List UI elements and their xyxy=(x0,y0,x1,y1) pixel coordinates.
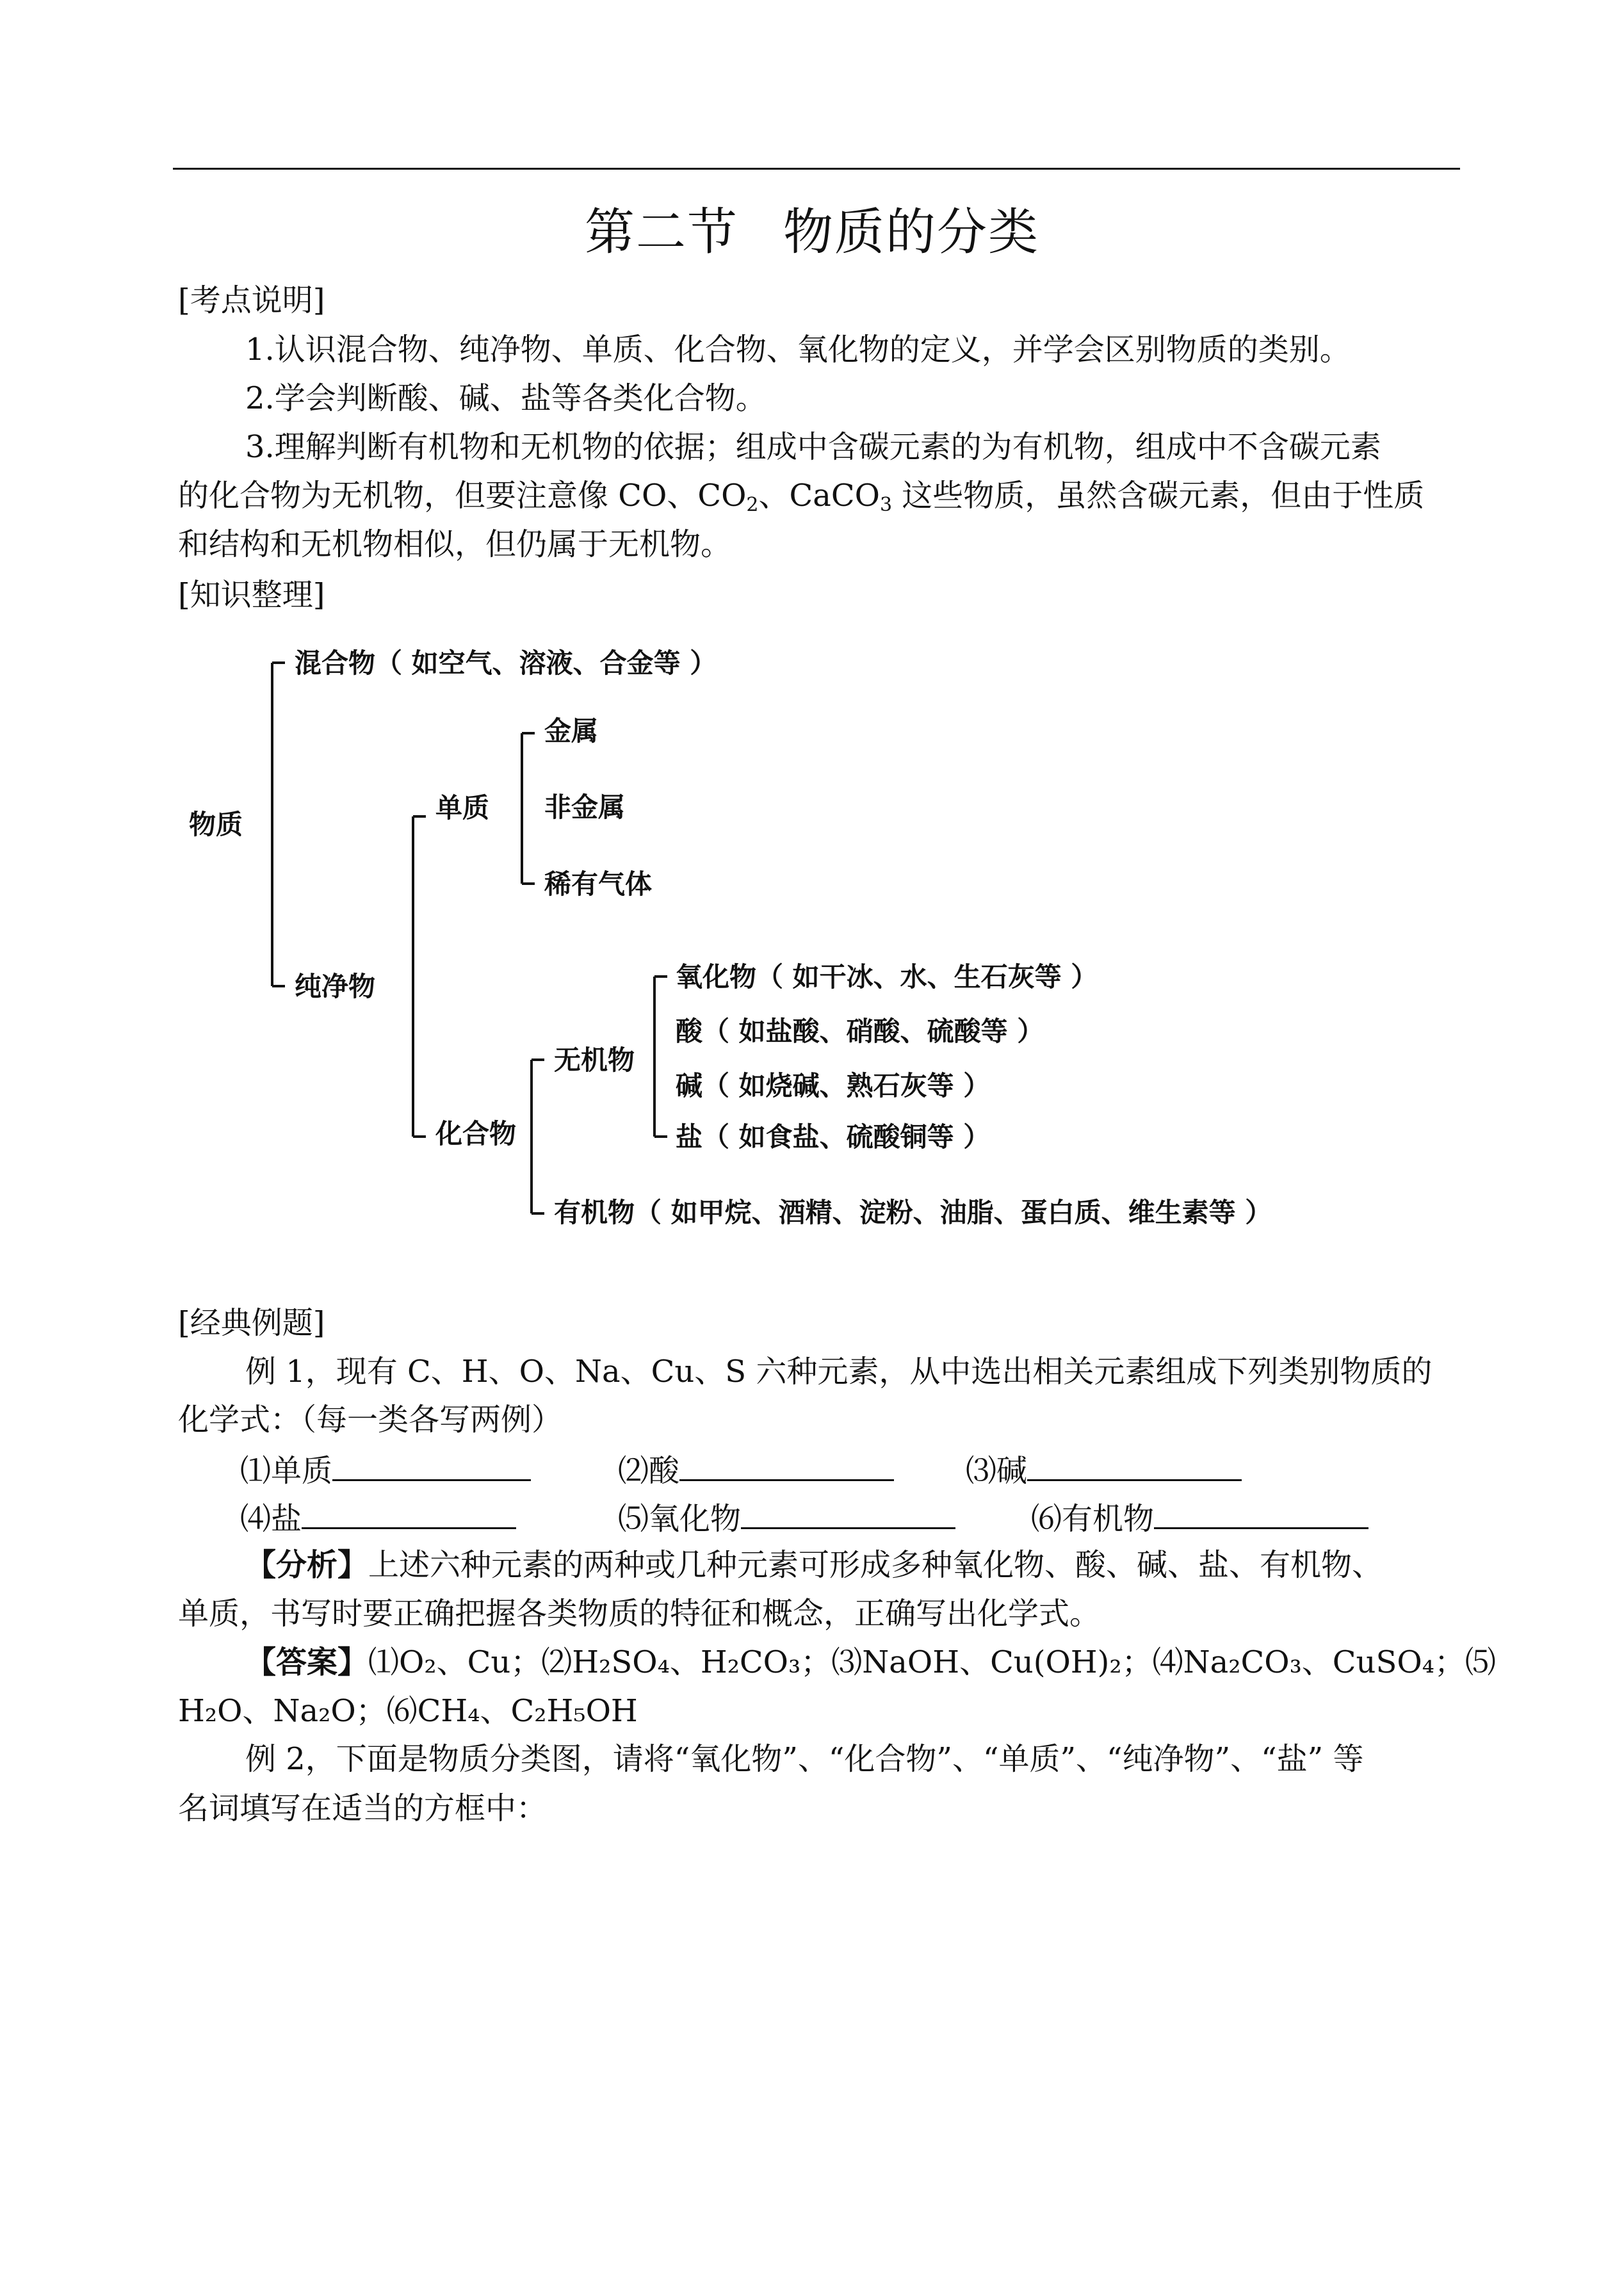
section-heading-jingdian: [经典例题] xyxy=(178,1305,325,1341)
tree-acid: 酸（ 如盐酸、硝酸、硫酸等 ） xyxy=(676,1016,1044,1047)
section-heading-zhishi: [知识整理] xyxy=(178,577,325,613)
section-heading-kaodian: [考点说明] xyxy=(178,282,325,318)
title-section-number: 第二节 xyxy=(584,204,738,261)
tree-compound: 化合物 xyxy=(435,1118,517,1149)
point-2: 2.学会判断酸、碱、盐等各类化合物。 xyxy=(245,380,767,416)
point-3-line-3: 和结构和无机物相似，但仍属于无机物。 xyxy=(178,526,732,562)
tree-inorganic: 无机物 xyxy=(554,1044,635,1076)
example-1-line-1: 例 1，现有 C、H、O、Na、Cu、S 六种元素，从中选出相关元素组成下列类别物质的 xyxy=(245,1354,1433,1390)
example-1-line-2: 化学式：（每一类各写两例） xyxy=(178,1402,563,1438)
tree-organic: 有机物（ 如甲烷、酒精、淀粉、油脂、蛋白质、维生素等 ） xyxy=(554,1197,1272,1228)
question-6: ⑹有机物 xyxy=(1031,1500,1368,1534)
point-1: 1.认识混合物、纯净物、单质、化合物、氧化物的定义，并学会区别物质的类别。 xyxy=(245,332,1351,368)
answer-blank[interactable] xyxy=(1154,1500,1368,1529)
tree-base: 碱（ 如烧碱、熟石灰等 ） xyxy=(676,1070,991,1101)
analysis-label: 【分析】 xyxy=(245,1547,369,1583)
question-1: ⑴单质 xyxy=(240,1452,531,1486)
answer-blank[interactable] xyxy=(332,1452,531,1481)
classification-tree xyxy=(173,631,1364,1245)
tree-root: 物质 xyxy=(189,809,243,840)
point-3-line-2: 的化合物为无机物，但要注意像 CO、$CO_2$、CaCO$_3$ 这些物质，虽然含碳元素，但由于性质 xyxy=(178,478,1425,516)
question-5: ⑸氧化物 xyxy=(618,1500,955,1534)
question-3: ⑶碱 xyxy=(966,1452,1242,1486)
analysis-line-2: 单质，书写时要正确把握各类物质的特征和概念，正确写出化学式。 xyxy=(178,1596,1101,1632)
tree-pure: 纯净物 xyxy=(295,971,376,1002)
example-2-line-1: 例 2，下面是物质分类图，请将“氧化物”、“化合物”、“单质”、“纯净物”、“盐” 等 xyxy=(245,1741,1364,1777)
title-topic: 物质的分类 xyxy=(783,204,1040,261)
answer-label: 【答案】 xyxy=(245,1644,369,1680)
answer-line-2: H₂O、Na₂O；⑹CH₄、C₂H₅OH xyxy=(178,1693,638,1729)
answer-line-1: 【答案】⑴O₂、Cu；⑵H₂SO₄、H₂CO₃；⑶NaOH、Cu(OH)₂；⑷Na₂CO₃、CuSO₄；⑸ xyxy=(245,1644,1496,1680)
answer-blank[interactable] xyxy=(741,1500,955,1529)
tree-mixture: 混合物（ 如空气、溶液、合金等 ） xyxy=(295,647,717,679)
tree-noble-gas: 稀有气体 xyxy=(544,868,653,900)
point-3-line-1: 3.理解判断有机物和无机物的依据；组成中含碳元素的为有机物，组成中不含碳元素 xyxy=(245,429,1381,465)
answer-blank[interactable] xyxy=(679,1452,894,1481)
question-2: ⑵酸 xyxy=(618,1452,894,1486)
tree-metal: 金属 xyxy=(544,715,599,747)
answer-blank[interactable] xyxy=(302,1500,516,1529)
tree-nonmetal: 非金属 xyxy=(544,791,626,823)
tree-element: 单质 xyxy=(435,792,490,823)
example-2-line-2: 名词填写在适当的方框中： xyxy=(178,1790,548,1826)
question-4: ⑷盐 xyxy=(240,1500,516,1534)
tree-oxide: 氧化物（ 如干冰、水、生石灰等 ） xyxy=(676,961,1098,993)
header-rule xyxy=(173,168,1460,170)
page-title xyxy=(0,192,1624,264)
answer-blank[interactable] xyxy=(1027,1452,1242,1481)
analysis-line-1: 【分析】上述六种元素的两种或几种元素可形成多种氧化物、酸、碱、盐、有机物、 xyxy=(245,1547,1383,1583)
tree-salt: 盐（ 如食盐、硫酸铜等 ） xyxy=(676,1121,991,1153)
